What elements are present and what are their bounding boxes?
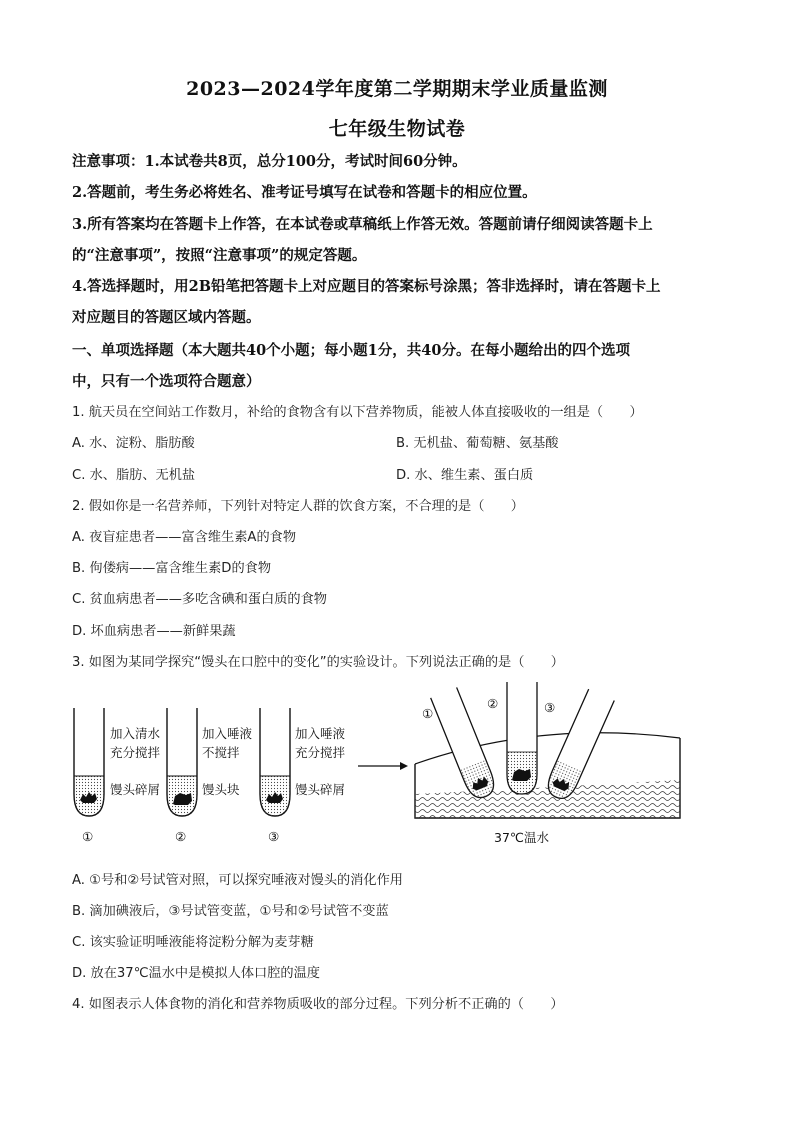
note-3: 3.所有答案均在答题卡上作答，在本试卷或草稿纸上作答无效。答题前请仔细阅读答题卡上	[72, 216, 653, 233]
question-1-option-c: C. 水、脂肪、无机盐	[72, 468, 196, 483]
bath-tube-1-number: ①	[422, 706, 434, 721]
tube-3-number: ③	[268, 829, 280, 844]
section-heading-cont: 中，只有一个选项符合题意）	[72, 373, 261, 390]
question-3-option-d: D. 放在37℃温水中是模拟人体口腔的温度	[72, 966, 320, 981]
tube-2-number: ②	[175, 829, 187, 844]
note-2: 2.答题前，考生务必将姓名、准考证号填写在试卷和答题卡的相应位置。	[72, 184, 537, 201]
water-bath-label: 37℃温水	[494, 830, 549, 845]
question-1-option-b: B. 无机盐、葡萄糖、氨基酸	[396, 436, 559, 451]
question-1-option-a: A. 水、淀粉、脂肪酸	[72, 436, 195, 451]
question-1-option-d: D. 水、维生素、蛋白质	[396, 468, 534, 483]
test-tube-2	[167, 708, 253, 844]
question-3-option-b: B. 滴加碘液后，③号试管变蓝，①号和②号试管不变蓝	[72, 904, 389, 919]
water-bath	[415, 682, 680, 845]
question-2-option-d: D. 坏血病患者——新鲜果蔬	[72, 624, 236, 639]
exam-subtitle: 七年级生物试卷	[328, 118, 466, 140]
tube-2-add-line1: 加入唾液	[202, 726, 253, 741]
tube-1-add-line2: 充分搅拌	[110, 745, 161, 760]
test-tube-1	[74, 708, 161, 844]
tube-1-add-line1: 加入清水	[110, 726, 161, 741]
tube-3-add-line2: 充分搅拌	[295, 745, 346, 760]
note-4: 4.答选择题时，用2B铅笔把答题卡上对应题目的答案标号涂黑；答非选择时，请在答题卡上	[72, 278, 661, 295]
bath-tube-2-number: ②	[487, 696, 499, 711]
note-1: 注意事项：1.本试卷共8页，总分100分，考试时间60分钟。	[72, 153, 467, 170]
tube-3-add-line1: 加入唾液	[295, 726, 346, 741]
question-2-stem: 2. 假如你是一名营养师，下列针对特定人群的饮食方案，不合理的是（ ）	[72, 499, 524, 514]
test-tube-3	[260, 708, 346, 844]
question-2-option-a: A. 夜盲症患者——富含维生素A的食物	[72, 530, 297, 545]
experiment-figure	[60, 676, 740, 856]
tube-2-content: 馒头块	[202, 782, 240, 797]
note-3-cont: 的“注意事项”，按照“注意事项”的规定答题。	[72, 247, 367, 264]
question-2-option-c: C. 贫血病患者——多吃含碘和蛋白质的食物	[72, 592, 327, 607]
tube-3-content: 馒头碎屑	[295, 782, 346, 797]
exam-title: 2023—2024学年度第二学期期末学业质量监测	[186, 78, 608, 100]
tube-2-add-line2: 不搅拌	[202, 745, 240, 760]
question-2-option-b: B. 佝偻病——富含维生素D的食物	[72, 561, 272, 576]
question-4-stem: 4. 如图表示人体食物的消化和营养物质吸收的部分过程。下列分析不正确的（ ）	[72, 997, 564, 1012]
question-3-option-a: A. ①号和②号试管对照，可以探究唾液对馒头的消化作用	[72, 873, 403, 888]
question-3-option-c: C. 该实验证明唾液能将淀粉分解为麦芽糖	[72, 935, 314, 950]
note-4-cont: 对应题目的答题区域内答题。	[72, 309, 261, 326]
tube-1-number: ①	[82, 829, 94, 844]
tube-1-content: 馒头碎屑	[110, 782, 161, 797]
question-1-stem: 1. 航天员在空间站工作数月，补给的食物含有以下营养物质，能被人体直接吸收的一组是（ ）	[72, 405, 643, 420]
arrow-icon	[358, 762, 408, 770]
section-heading: 一、单项选择题（本大题共40个小题；每小题1分，共40分。在每小题给出的四个选项	[72, 342, 630, 359]
question-3-stem: 3. 如图为某同学探究“馒头在口腔中的变化”的实验设计。下列说法正确的是（ ）	[72, 655, 564, 670]
bath-tube-3-number: ③	[544, 700, 556, 715]
